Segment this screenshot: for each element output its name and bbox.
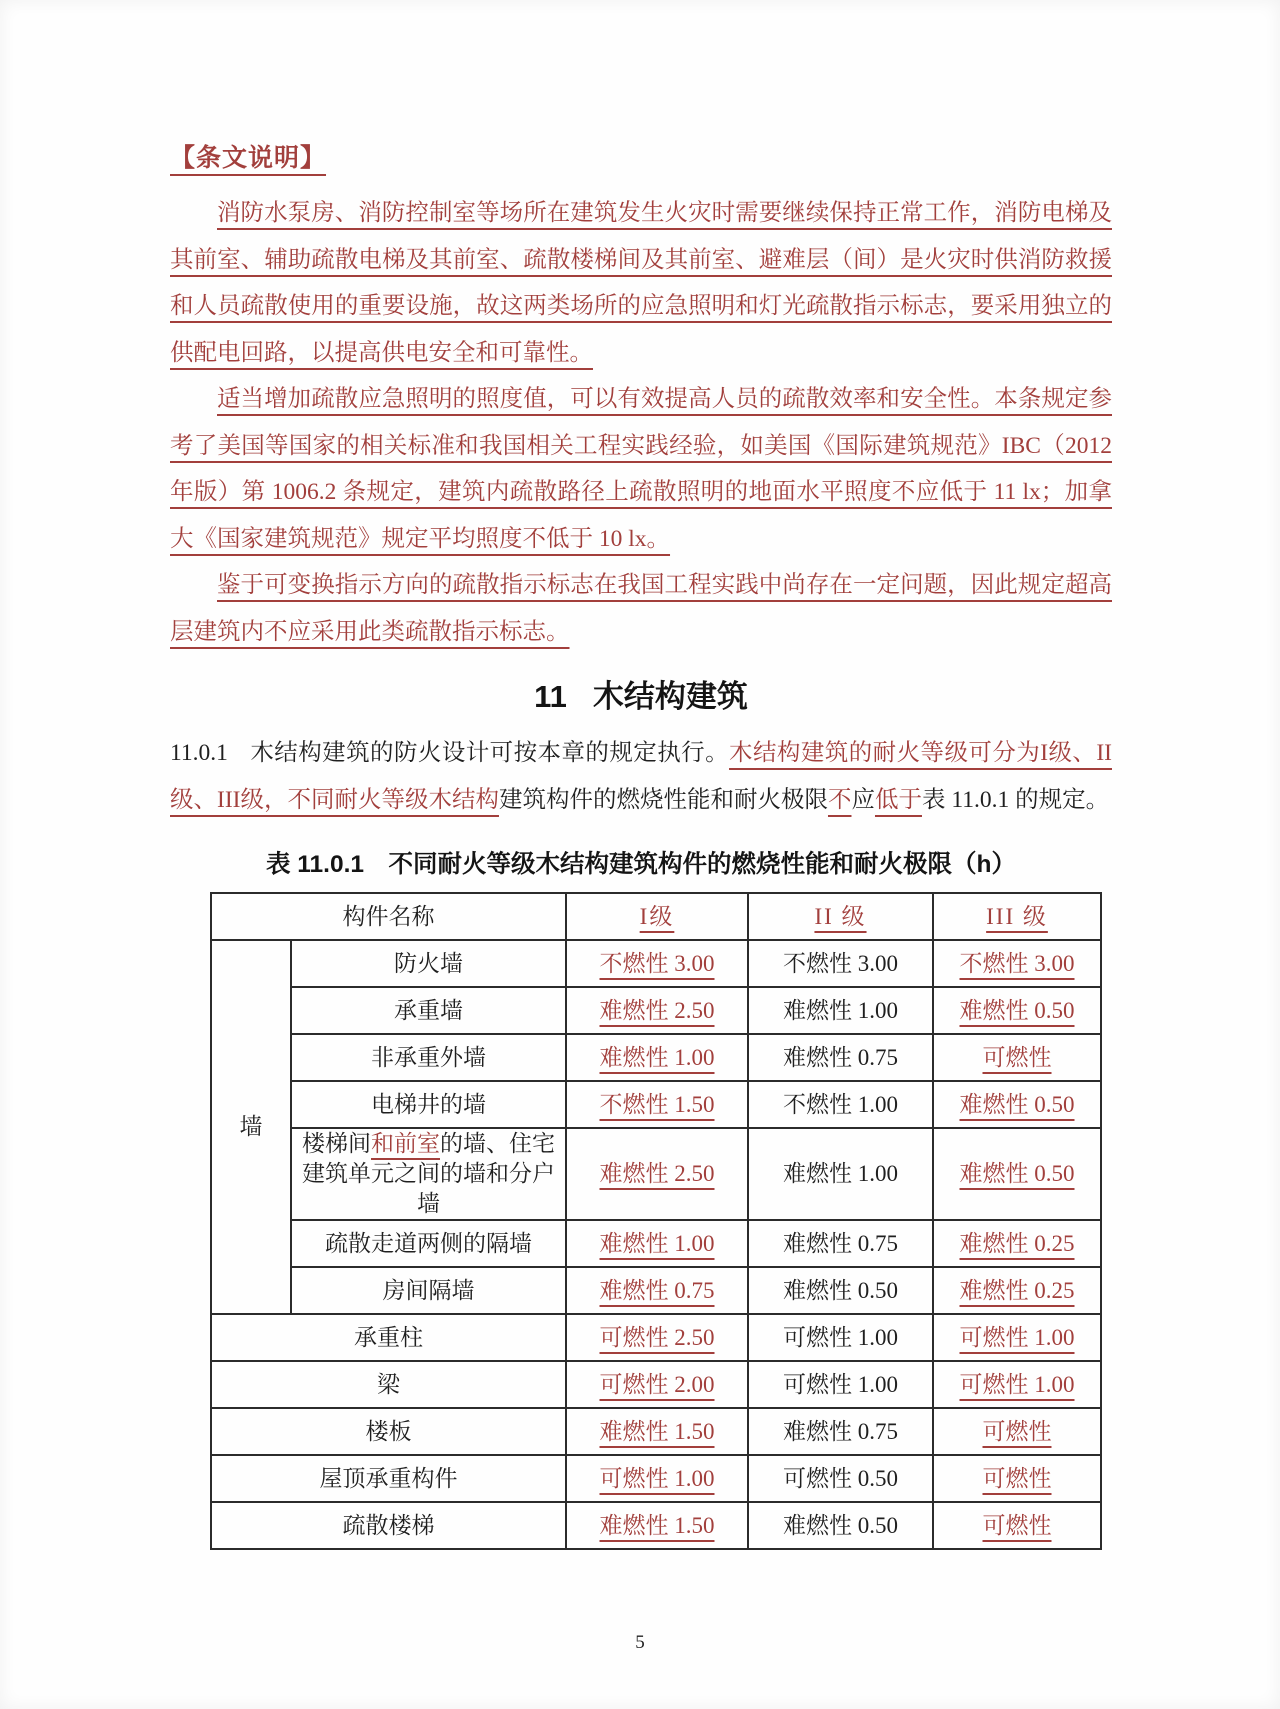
table-row: [211, 1034, 1101, 1081]
component-name: 承重柱: [211, 1314, 566, 1361]
value-level-1: 难燃性 1.00: [566, 1034, 748, 1081]
table-row: [211, 1455, 1101, 1502]
clause-text-black-3: 应: [851, 786, 875, 813]
chapter-heading: [170, 671, 1112, 716]
value-level-3: 难燃性 0.25: [933, 1220, 1101, 1267]
table-row: [211, 1128, 1101, 1220]
value-level-1: 可燃性 2.50: [566, 1314, 748, 1361]
stair-name-black-1: 楼梯间: [302, 1131, 371, 1156]
table-row: [211, 1502, 1101, 1549]
table-row: [211, 1220, 1101, 1267]
clause-text-red-2: 不: [827, 786, 852, 813]
component-name: 楼板: [211, 1408, 566, 1455]
table-row: [211, 1314, 1101, 1361]
clause-text-red-1: 木结构建筑的耐火等级可分为I级、II级、III级，不同耐火等级木结构: [170, 740, 1112, 813]
commentary-heading: 【条文说明】: [170, 145, 327, 172]
value-level-1: 可燃性 1.00: [566, 1455, 748, 1502]
clause-text-black-4: 表 11.0.1 的规定。: [921, 786, 1110, 813]
value-level-2: 难燃性 0.50: [748, 1267, 933, 1314]
component-name: 梁: [211, 1361, 566, 1408]
component-name: 防火墙: [291, 940, 566, 987]
table-row: [211, 1361, 1101, 1408]
value-level-2: 难燃性 0.75: [748, 1034, 933, 1081]
component-name: 房间隔墙: [291, 1267, 566, 1314]
value-level-3: 可燃性 1.00: [933, 1361, 1101, 1408]
commentary-paragraph-3: 鉴于可变换指示方向的疏散指示标志在我国工程实践中尚存在一定问题，因此规定超高层建筑内不应采用此类疏散指示标志。: [170, 572, 1112, 645]
value-level-3: 可燃性: [933, 1034, 1101, 1081]
header-level-3: III 级: [933, 893, 1101, 940]
table-row: [211, 1267, 1101, 1314]
header-component-name: 构件名称: [211, 893, 566, 940]
value-level-2: 不燃性 1.00: [748, 1081, 933, 1128]
value-level-3: 难燃性 0.50: [933, 987, 1101, 1034]
table-row: [211, 987, 1101, 1034]
commentary-paragraph-1: 消防水泵房、消防控制室等场所在建筑发生火灾时需要继续保持正常工作，消防电梯及其前室、辅助疏散电梯及其前室、疏散楼梯间及其前室、避难层（间）是火灾时供消防救援和人员疏散使用的重要设施，故这两类场所的应急照明和灯光疏散指示标志，要采用独立的供配电回路，以提高供电安全和可靠性。: [170, 200, 1112, 366]
value-level-1: 难燃性 1.50: [566, 1408, 748, 1455]
value-level-3: 难燃性 0.25: [933, 1267, 1101, 1314]
chapter-number: 11: [534, 679, 567, 714]
component-name: 非承重外墙: [291, 1034, 566, 1081]
stair-name-red: 和前室: [371, 1131, 440, 1156]
table-row: [211, 1081, 1101, 1128]
table-row: [211, 1408, 1101, 1455]
stair-name-black-2: 的墙、住宅建筑单元之间的墙和分户墙: [302, 1131, 555, 1216]
value-level-2: 可燃性 1.00: [748, 1314, 933, 1361]
chapter-title: 木结构建筑: [592, 679, 748, 714]
value-level-2: 难燃性 0.50: [748, 1502, 933, 1549]
component-name: [291, 1128, 566, 1220]
clause-text-black-2: 建筑构件的燃烧性能和耐火极限: [498, 786, 828, 813]
clause-text-black-1: 木结构建筑的防火设计可按本章的规定执行。: [249, 740, 730, 766]
value-level-2: 难燃性 0.75: [748, 1408, 933, 1455]
table-caption: 表 11.0.1 不同耐火等级木结构建筑构件的燃烧性能和耐火极限（h）: [265, 851, 1017, 878]
value-level-3: 可燃性: [933, 1455, 1101, 1502]
value-level-3: 不燃性 3.00: [933, 940, 1101, 987]
header-level-1: I级: [566, 893, 748, 940]
value-level-1: 可燃性 2.00: [566, 1361, 748, 1408]
value-level-2: 难燃性 0.75: [748, 1220, 933, 1267]
value-level-3: 可燃性: [933, 1408, 1101, 1455]
value-level-2: 难燃性 1.00: [748, 1128, 933, 1220]
value-level-1: 难燃性 1.50: [566, 1502, 748, 1549]
value-level-3: 可燃性: [933, 1502, 1101, 1549]
group-label-wall: 墙: [211, 940, 291, 1314]
table-row: [211, 940, 1101, 987]
component-name: 屋顶承重构件: [211, 1455, 566, 1502]
value-level-2: 不燃性 3.00: [748, 940, 933, 987]
value-level-3: 难燃性 0.50: [933, 1081, 1101, 1128]
component-name: 疏散楼梯: [211, 1502, 566, 1549]
value-level-1: 不燃性 3.00: [566, 940, 748, 987]
value-level-1: 难燃性 2.50: [566, 987, 748, 1034]
value-level-1: 难燃性 1.00: [566, 1220, 748, 1267]
component-name: 电梯井的墙: [291, 1081, 566, 1128]
fire-resistance-table: [210, 892, 1102, 1550]
component-name: 疏散走道两侧的隔墙: [291, 1220, 566, 1267]
value-level-2: 可燃性 0.50: [748, 1455, 933, 1502]
clause-number: 11.0.1: [170, 740, 228, 766]
value-level-2: 可燃性 1.00: [748, 1361, 933, 1408]
value-level-1: 难燃性 2.50: [566, 1128, 748, 1220]
value-level-3: 可燃性 1.00: [933, 1314, 1101, 1361]
clause-paragraph: [170, 730, 1112, 823]
clause-text-red-3: 低于: [874, 786, 922, 813]
value-level-3: 难燃性 0.50: [933, 1128, 1101, 1220]
value-level-1: 不燃性 1.50: [566, 1081, 748, 1128]
table-header-row: [211, 893, 1101, 940]
component-name: 承重墙: [291, 987, 566, 1034]
header-level-2: II 级: [748, 893, 933, 940]
value-level-1: 难燃性 0.75: [566, 1267, 748, 1314]
page-content: [170, 138, 1112, 1550]
page-number: 5: [635, 1632, 645, 1653]
commentary-paragraph-2: 适当增加疏散应急照明的照度值，可以有效提高人员的疏散效率和安全性。本条规定参考了美国等国家的相关标准和我国相关工程实践经验，如美国《国际建筑规范》IBC（2012 年版）第 1006.2 条规定，建筑内疏散路径上疏散照明的地面水平照度不应低于 11 lx；加拿大《国家建筑规范》规定平均照度不低于 10 lx。: [170, 386, 1112, 552]
value-level-2: 难燃性 1.00: [748, 987, 933, 1034]
